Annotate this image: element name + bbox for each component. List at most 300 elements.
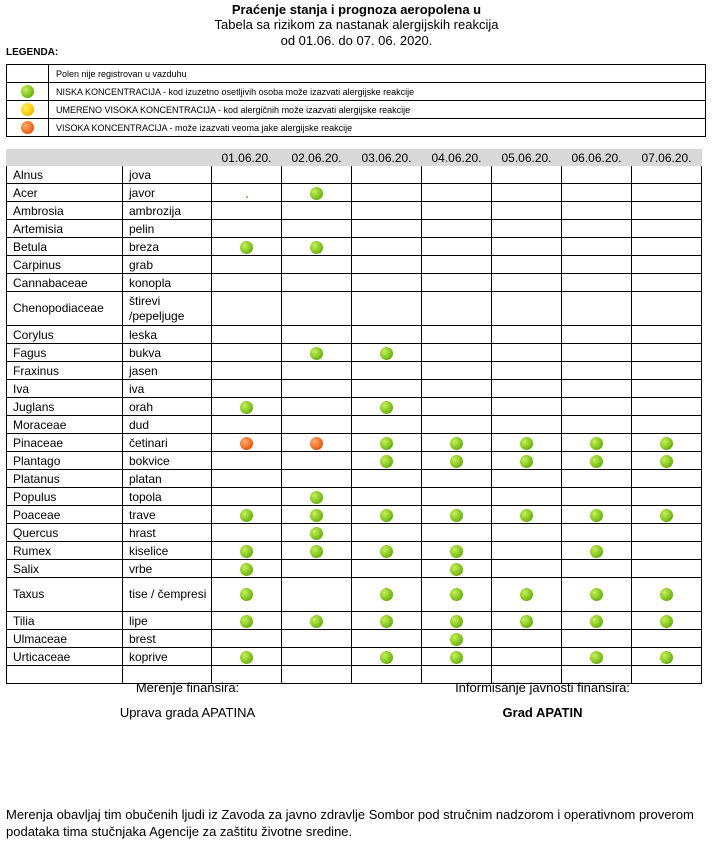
green-dot-icon xyxy=(380,545,393,558)
measurement-funding-label: Merenje finansira: xyxy=(135,680,240,695)
level-cell xyxy=(282,542,352,560)
level-cell xyxy=(282,506,352,524)
common-name: trave xyxy=(123,506,212,524)
common-name: jova xyxy=(123,166,212,184)
table-row xyxy=(7,326,702,344)
empty-cell xyxy=(352,666,422,684)
green-dot-icon xyxy=(240,241,253,254)
legend-text: UMERENO VISOKA KONCENTRACIJA - kod alergičnih može izazvati alergijske reakcije xyxy=(49,101,706,119)
level-cell xyxy=(492,344,562,362)
level-cell xyxy=(562,344,632,362)
level-cell xyxy=(632,292,702,326)
green-dot-icon xyxy=(660,455,673,468)
level-cell xyxy=(492,398,562,416)
legend-text: Polen nije registrovan u vazduhu xyxy=(49,65,706,83)
level-cell xyxy=(212,220,282,238)
green-dot-icon xyxy=(520,588,533,601)
level-cell xyxy=(282,256,352,274)
latin-name: Iva xyxy=(7,380,123,398)
level-cell xyxy=(562,648,632,666)
legend-text: VISOKA KONCENTRACIJA - može izazvati veoma jake alergijske reakcije xyxy=(49,119,706,137)
level-cell xyxy=(422,470,492,488)
table-row xyxy=(7,506,702,524)
level-cell xyxy=(492,470,562,488)
level-cell xyxy=(492,166,562,184)
latin-name: Quercus xyxy=(7,524,123,542)
level-cell xyxy=(282,292,352,326)
green-dot-icon xyxy=(380,615,393,628)
green-dot-icon xyxy=(240,563,253,576)
level-cell xyxy=(422,326,492,344)
level-cell xyxy=(212,166,282,184)
table-row xyxy=(7,398,702,416)
level-cell xyxy=(492,238,562,256)
level-cell xyxy=(562,542,632,560)
level-cell xyxy=(632,630,702,648)
level-cell xyxy=(212,612,282,630)
level-cell xyxy=(422,612,492,630)
level-cell xyxy=(422,630,492,648)
green-dot-icon xyxy=(590,588,603,601)
common-name: breza xyxy=(123,238,212,256)
common-name: bokvice xyxy=(123,452,212,470)
level-cell xyxy=(492,380,562,398)
table-row xyxy=(7,344,702,362)
level-cell xyxy=(492,256,562,274)
level-cell xyxy=(492,506,562,524)
level-cell xyxy=(282,434,352,452)
level-cell xyxy=(212,292,282,326)
level-cell xyxy=(492,274,562,292)
level-cell xyxy=(352,238,422,256)
date-header: 02.06.20. xyxy=(282,150,352,166)
level-cell xyxy=(422,238,492,256)
level-cell xyxy=(562,238,632,256)
green-dot-icon xyxy=(310,615,323,628)
green-dot-icon xyxy=(590,509,603,522)
level-cell xyxy=(352,344,422,362)
common-name: vrbe xyxy=(123,560,212,578)
level-cell xyxy=(632,542,702,560)
common-name: bukva xyxy=(123,344,212,362)
latin-name: Platanus xyxy=(7,470,123,488)
level-cell xyxy=(562,184,632,202)
level-cell xyxy=(352,578,422,612)
latin-name: Populus xyxy=(7,488,123,506)
common-name: pelin xyxy=(123,220,212,238)
green-dot-icon xyxy=(450,509,463,522)
level-cell xyxy=(212,362,282,380)
level-cell xyxy=(492,452,562,470)
level-cell xyxy=(352,292,422,326)
level-cell xyxy=(352,274,422,292)
latin-name: Fagus xyxy=(7,344,123,362)
latin-name: Rumex xyxy=(7,542,123,560)
trace-mark xyxy=(246,196,248,198)
latin-name: Tilia xyxy=(7,612,123,630)
level-cell xyxy=(282,220,352,238)
level-cell xyxy=(422,560,492,578)
green-dot-icon xyxy=(310,187,323,200)
level-cell xyxy=(212,416,282,434)
level-cell xyxy=(632,470,702,488)
level-cell xyxy=(282,648,352,666)
level-cell xyxy=(422,398,492,416)
green-dot-icon xyxy=(520,509,533,522)
common-name: platan xyxy=(123,470,212,488)
date-header: 04.06.20. xyxy=(422,150,492,166)
green-dot-icon xyxy=(590,437,603,450)
level-cell xyxy=(422,292,492,326)
level-cell xyxy=(352,542,422,560)
level-cell xyxy=(282,612,352,630)
level-cell xyxy=(352,380,422,398)
level-cell xyxy=(632,648,702,666)
level-cell xyxy=(492,488,562,506)
latin-name: Ulmaceae xyxy=(7,630,123,648)
level-cell xyxy=(422,488,492,506)
latin-name: Ambrosia xyxy=(7,202,123,220)
table-row xyxy=(7,380,702,398)
green-dot-icon xyxy=(660,509,673,522)
level-cell xyxy=(212,630,282,648)
level-cell xyxy=(632,344,702,362)
level-cell xyxy=(492,292,562,326)
latin-name: Alnus xyxy=(7,166,123,184)
common-name: iva xyxy=(123,380,212,398)
legend-text: NISKA KONCENTRACIJA - kod izuzetno osetljivih osoba može izazvati alergijske reakcije xyxy=(49,83,706,101)
table-row xyxy=(7,560,702,578)
table-row xyxy=(7,630,702,648)
level-cell xyxy=(632,274,702,292)
latin-name: Juglans xyxy=(7,398,123,416)
common-name: lipe xyxy=(123,612,212,630)
green-dot-icon xyxy=(520,437,533,450)
table-row xyxy=(7,292,702,326)
green-dot-icon xyxy=(590,651,603,664)
table-row xyxy=(7,220,702,238)
level-cell xyxy=(492,648,562,666)
level-cell xyxy=(562,292,632,326)
common-name: kiselice xyxy=(123,542,212,560)
yellow-dot-icon xyxy=(21,103,34,116)
level-cell xyxy=(282,202,352,220)
level-cell xyxy=(562,434,632,452)
level-cell xyxy=(562,256,632,274)
table-row xyxy=(7,202,702,220)
date-header: 07.06.20. xyxy=(632,150,702,166)
level-cell xyxy=(422,220,492,238)
latin-name: Salix xyxy=(7,560,123,578)
level-cell xyxy=(492,542,562,560)
common-name: tise / čempresi xyxy=(123,578,212,612)
pollen-table xyxy=(6,149,702,684)
level-cell xyxy=(422,362,492,380)
green-dot-icon xyxy=(240,509,253,522)
header-blank xyxy=(123,150,212,166)
common-name: orah xyxy=(123,398,212,416)
level-cell xyxy=(632,434,702,452)
level-cell xyxy=(282,524,352,542)
level-cell xyxy=(492,326,562,344)
table-row xyxy=(7,434,702,452)
level-cell xyxy=(212,184,282,202)
level-cell xyxy=(352,630,422,648)
level-cell xyxy=(422,416,492,434)
green-dot-icon xyxy=(380,455,393,468)
legend-icon-cell xyxy=(7,65,49,83)
green-dot-icon xyxy=(380,509,393,522)
level-cell xyxy=(562,166,632,184)
page-title: Praćenje stanja i prognoza aeropolena u xyxy=(231,2,482,17)
table-row xyxy=(7,542,702,560)
level-cell xyxy=(632,256,702,274)
level-cell xyxy=(562,326,632,344)
orange-dot-icon xyxy=(21,121,34,134)
level-cell xyxy=(352,202,422,220)
level-cell xyxy=(212,560,282,578)
common-name: grab xyxy=(123,256,212,274)
level-cell xyxy=(562,274,632,292)
level-cell xyxy=(492,220,562,238)
level-cell xyxy=(422,202,492,220)
legend-table xyxy=(6,64,706,137)
level-cell xyxy=(352,184,422,202)
level-cell xyxy=(562,398,632,416)
green-dot-icon xyxy=(380,651,393,664)
common-name: koprive xyxy=(123,648,212,666)
green-dot-icon xyxy=(240,545,253,558)
level-cell xyxy=(632,612,702,630)
level-cell xyxy=(212,398,282,416)
table-row xyxy=(7,612,702,630)
level-cell xyxy=(212,344,282,362)
level-cell xyxy=(562,220,632,238)
level-cell xyxy=(352,398,422,416)
level-cell xyxy=(562,470,632,488)
legend-row xyxy=(7,83,706,101)
table-row xyxy=(7,362,702,380)
latin-name: Poaceae xyxy=(7,506,123,524)
period-label: od 01.06. do 07. 06. 2020. xyxy=(280,33,433,48)
level-cell xyxy=(282,416,352,434)
level-cell xyxy=(632,166,702,184)
level-cell xyxy=(562,560,632,578)
level-cell xyxy=(422,274,492,292)
level-cell xyxy=(212,578,282,612)
latin-name: Artemisia xyxy=(7,220,123,238)
level-cell xyxy=(422,434,492,452)
level-cell xyxy=(282,274,352,292)
level-cell xyxy=(212,274,282,292)
table-row xyxy=(7,470,702,488)
level-cell xyxy=(492,184,562,202)
level-cell xyxy=(632,506,702,524)
level-cell xyxy=(492,612,562,630)
level-cell xyxy=(352,560,422,578)
level-cell xyxy=(492,560,562,578)
level-cell xyxy=(632,524,702,542)
green-dot-icon xyxy=(520,615,533,628)
level-cell xyxy=(352,166,422,184)
green-dot-icon xyxy=(450,437,463,450)
level-cell xyxy=(352,326,422,344)
level-cell xyxy=(562,612,632,630)
level-cell xyxy=(632,578,702,612)
latin-name: Moraceae xyxy=(7,416,123,434)
level-cell xyxy=(282,380,352,398)
level-cell xyxy=(212,488,282,506)
level-cell xyxy=(632,238,702,256)
table-row xyxy=(7,166,702,184)
common-name: ambrozija xyxy=(123,202,212,220)
latin-name: Acer xyxy=(7,184,123,202)
level-cell xyxy=(562,416,632,434)
level-cell xyxy=(422,578,492,612)
level-cell xyxy=(282,166,352,184)
level-cell xyxy=(352,612,422,630)
header-blank xyxy=(7,150,123,166)
green-dot-icon xyxy=(310,241,323,254)
level-cell xyxy=(632,488,702,506)
measurement-funder: Uprava grada APATINA xyxy=(119,705,256,720)
legend-row xyxy=(7,119,706,137)
level-cell xyxy=(212,380,282,398)
common-name: četinari xyxy=(123,434,212,452)
level-cell xyxy=(212,452,282,470)
green-dot-icon xyxy=(310,509,323,522)
date-header-row xyxy=(7,150,702,166)
level-cell xyxy=(352,220,422,238)
level-cell xyxy=(352,488,422,506)
level-cell xyxy=(352,648,422,666)
level-cell xyxy=(282,452,352,470)
level-cell xyxy=(422,452,492,470)
level-cell xyxy=(212,648,282,666)
level-cell xyxy=(422,648,492,666)
level-cell xyxy=(492,362,562,380)
green-dot-icon xyxy=(660,437,673,450)
level-cell xyxy=(422,184,492,202)
green-dot-icon xyxy=(450,455,463,468)
level-cell xyxy=(352,470,422,488)
common-name: dud xyxy=(123,416,212,434)
common-name: brest xyxy=(123,630,212,648)
orange-dot-icon xyxy=(310,437,323,450)
level-cell xyxy=(562,488,632,506)
level-cell xyxy=(632,220,702,238)
legend-heading: LEGENDA: xyxy=(6,47,59,58)
common-name: konopla xyxy=(123,274,212,292)
level-cell xyxy=(352,416,422,434)
level-cell xyxy=(282,488,352,506)
green-dot-icon xyxy=(590,545,603,558)
footer-note: Merenja obavljaj tim obučenih ljudi iz Zavoda za javno zdravlje Sombor pod stručnim nadzorom i operativnom proverom podataka tima stučnjaka Agencije za zaštitu životne sredine. xyxy=(6,807,694,839)
level-cell xyxy=(562,506,632,524)
level-cell xyxy=(562,202,632,220)
level-cell xyxy=(282,184,352,202)
level-cell xyxy=(282,238,352,256)
green-dot-icon xyxy=(380,347,393,360)
level-cell xyxy=(352,434,422,452)
common-name: hrast xyxy=(123,524,212,542)
level-cell xyxy=(422,344,492,362)
level-cell xyxy=(212,326,282,344)
latin-name: Pinaceae xyxy=(7,434,123,452)
level-cell xyxy=(562,524,632,542)
level-cell xyxy=(492,630,562,648)
level-cell xyxy=(632,184,702,202)
green-dot-icon xyxy=(450,563,463,576)
legend-icon-cell xyxy=(7,83,49,101)
green-dot-icon xyxy=(450,615,463,628)
table-row xyxy=(7,578,702,612)
level-cell xyxy=(422,524,492,542)
table-row xyxy=(7,452,702,470)
level-cell xyxy=(352,362,422,380)
latin-name: Corylus xyxy=(7,326,123,344)
orange-dot-icon xyxy=(240,437,253,450)
legend-icon-cell xyxy=(7,101,49,119)
level-cell xyxy=(282,362,352,380)
green-dot-icon xyxy=(380,588,393,601)
information-funding-label: Informisanje javnosti finansira: xyxy=(455,680,630,695)
green-dot-icon xyxy=(380,401,393,414)
level-cell xyxy=(562,362,632,380)
level-cell xyxy=(282,560,352,578)
green-dot-icon xyxy=(310,545,323,558)
level-cell xyxy=(212,202,282,220)
level-cell xyxy=(422,166,492,184)
level-cell xyxy=(212,256,282,274)
level-cell xyxy=(632,326,702,344)
level-cell xyxy=(282,326,352,344)
latin-name: Cannabaceae xyxy=(7,274,123,292)
green-dot-icon xyxy=(450,545,463,558)
information-funder: Grad APATIN xyxy=(502,705,583,720)
level-cell xyxy=(212,542,282,560)
latin-name: Carpinus xyxy=(7,256,123,274)
common-name: leska xyxy=(123,326,212,344)
level-cell xyxy=(212,506,282,524)
green-dot-icon xyxy=(450,651,463,664)
green-dot-icon xyxy=(590,455,603,468)
table-row xyxy=(7,274,702,292)
green-dot-icon xyxy=(660,615,673,628)
latin-name: Betula xyxy=(7,238,123,256)
common-name: jasen xyxy=(123,362,212,380)
level-cell xyxy=(492,578,562,612)
level-cell xyxy=(282,578,352,612)
legend-icon-cell xyxy=(7,119,49,137)
green-dot-icon xyxy=(310,527,323,540)
date-header: 01.06.20. xyxy=(212,150,282,166)
level-cell xyxy=(282,344,352,362)
level-cell xyxy=(632,416,702,434)
level-cell xyxy=(562,578,632,612)
date-header: 03.06.20. xyxy=(352,150,422,166)
green-dot-icon xyxy=(310,491,323,504)
page-subtitle: Tabela sa rizikom za nastanak alergijskih reakcija xyxy=(214,17,499,32)
green-dot-icon xyxy=(660,588,673,601)
level-cell xyxy=(632,202,702,220)
green-dot-icon xyxy=(660,651,673,664)
level-cell xyxy=(492,434,562,452)
green-dot-icon xyxy=(240,401,253,414)
green-dot-icon xyxy=(450,633,463,646)
level-cell xyxy=(632,398,702,416)
common-name: topola xyxy=(123,488,212,506)
